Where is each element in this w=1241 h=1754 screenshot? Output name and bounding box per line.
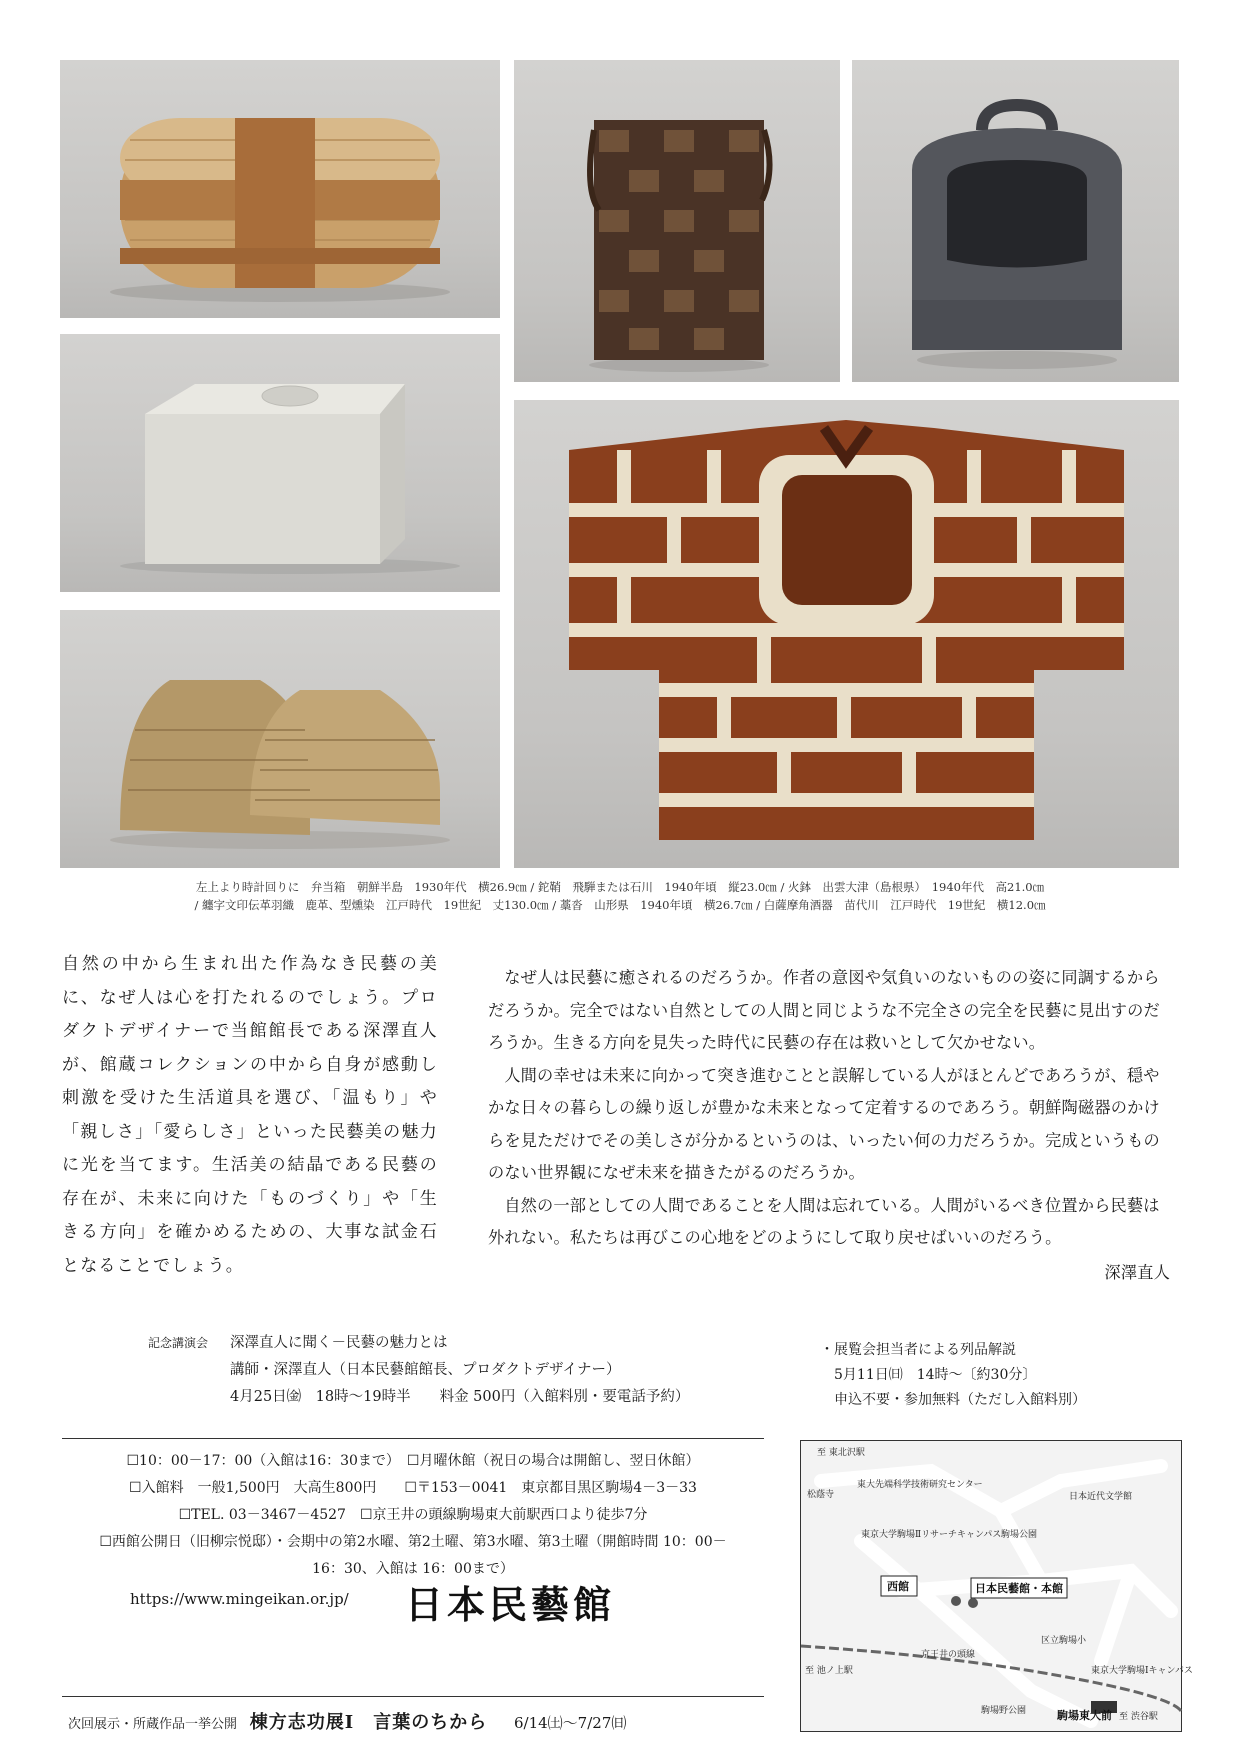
gallery-talk-title: ・展覧会担当者による列品解説	[820, 1342, 1016, 1358]
website-link[interactable]: https://www.mingeikan.or.jp/	[130, 1590, 349, 1608]
gallery-talk-info	[820, 1338, 1086, 1413]
info-west-hall: ☐西館公開日（旧柳宗悦邸）・会期中の第2水曜、第2土曜、第3水曜、第3土曜（開館時間 10：00－	[99, 1534, 727, 1550]
map-label-komaba-school: 区立駒場小	[1041, 1636, 1087, 1646]
map-label-kindai: 日本近代文学館	[1069, 1492, 1133, 1502]
map-label-rcast: 東大先端科学技術研究センター	[857, 1480, 983, 1490]
photo-woven-sheath	[514, 60, 840, 382]
caption-line-2: / 纏字文印伝革羽織 鹿革、型燻染 江戸時代 19世紀 丈130.0㎝ / 藁沓 山形県 1940年頃 横26.7㎝ / 白薩摩角酒器 苗代川 江戸時代 19世紀 横12.0㎝	[194, 898, 1046, 912]
photo-caption	[60, 878, 1180, 914]
intro-text-right	[488, 962, 1170, 1289]
map-label-ikenoue: 至 池ノ上駅	[805, 1666, 853, 1676]
info-top-rule	[62, 1438, 764, 1439]
photo-sake-vessel	[60, 334, 500, 592]
photo-hibachi	[852, 60, 1179, 382]
caption-line-1: 左上より時計回りに 弁当箱 朝鮮半島 1930年代 横26.9㎝ / 鉈鞘 飛騨または石川 1940年頃 縦23.0㎝ / 火鉢 出雲大津（島根県） 1940年代 高21.0㎝	[195, 880, 1045, 894]
map-label-komabano-park: 駒場野公園	[981, 1706, 1027, 1716]
map-label-main-hall: 日本民藝館・本館	[975, 1582, 1063, 1595]
lecture-speaker: 講師・深澤直人（日本民藝館館長、プロダクトデザイナー）	[230, 1362, 621, 1378]
map-label-komaba1: 東京大学駒場Ⅰキャンパス	[1091, 1666, 1193, 1676]
intro-text-left: 自然の中から生まれ出た作為なき民藝の美に、なぜ人は心を打たれるのでしょう。プロダクトデザイナーで当館館長である深澤直人が、館蔵コレクションの中から自身が感動し刺激を受けた生活道具を選び、「温もり」や「親しさ」「愛らしさ」といった民藝美の魅力に光を当てます。生活美の結晶である民藝の存在が、未来に向けた「ものづくり」や「生きる方向」を確かめるための、大事な試金石となることでしょう。	[62, 954, 438, 1276]
lecture-info	[148, 1330, 689, 1411]
map-label-station: 駒場東大前	[1057, 1709, 1112, 1722]
next-title: 棟方志功展Ⅰ 言葉のちから	[249, 1712, 488, 1733]
lecture-tag: 記念講演会	[148, 1336, 209, 1350]
map-label-north: 至 東北沢駅	[817, 1448, 865, 1458]
next-exhibition	[68, 1708, 626, 1734]
next-dates: 6/14㈯～7/27㈰	[514, 1714, 627, 1732]
map-label-keio-line: 京王井の頭線	[921, 1650, 976, 1660]
visitor-info	[62, 1448, 764, 1583]
map-label-shibuya: 至 渋谷駅	[1119, 1712, 1158, 1722]
gallery-talk-note: 申込不要・参加無料（ただし入館料別）	[834, 1392, 1086, 1408]
photo-bento-box	[60, 60, 500, 318]
intro-paragraph-1: なぜ人は民藝に癒されるのだろうか。作者の意図や気負いのないものの姿に同調するからだろうか。完全ではない自然としての人間と同じような不完全さの完全を民藝に見出すのだろうか。生きる方向を見失った時代に民藝の存在は救いとして欠かせない。	[488, 968, 1160, 1052]
gallery-talk-schedule: 5月11日㈰ 14時～〔約30分〕	[834, 1367, 1037, 1383]
lecture-title: 深澤直人に聞く－民藝の魅力とは	[230, 1335, 448, 1351]
next-top-rule	[62, 1696, 764, 1697]
info-fee-address: ☐入館料 一般1,500円 大高生800円 ☐〒153－0041 東京都目黒区駒場4－3－33	[129, 1480, 697, 1496]
intro-paragraph-3: 自然の一部としての人間であることを人間は忘れている。人間がいるべき位置から民藝は外れない。私たちは再びこの心地をどのようにして取り戻せばいいのだろう。	[488, 1195, 1160, 1247]
lecture-schedule: 4月25日㈮ 18時～19時半 料金 500円（入館料別・要電話予約）	[230, 1389, 690, 1405]
access-map	[800, 1440, 1193, 1732]
map-label-komaba-park: 駒場公園	[1001, 1530, 1038, 1540]
map-label-west-hall: 西館	[887, 1580, 909, 1593]
map-label-komaba2: 東京大学駒場Ⅱリサーチキャンパス	[861, 1530, 1002, 1540]
photo-straw-boots	[60, 610, 500, 868]
next-label: 次回展示・所蔵作品一挙公開	[68, 1717, 238, 1732]
museum-logo: 日本民藝館	[405, 1583, 616, 1627]
info-hours: ☐10：00－17：00（入館は16：30まで） ☐月曜休館（祝日の場合は開館し、翌日休館）	[126, 1453, 700, 1469]
map-label-matsukage: 松蔭寺	[807, 1490, 835, 1500]
info-west-hall-cont: 16：30、入館は 16：00まで）	[312, 1561, 514, 1577]
info-tel-access: ☐TEL. 03－3467－4527 ☐京王井の頭線駒場東大前駅西口より徒歩7分	[178, 1507, 648, 1523]
signature: 深澤直人	[1104, 1262, 1170, 1282]
photo-fireman-haori	[514, 400, 1179, 868]
intro-paragraph-2: 人間の幸せは未来に向かって突き進むことと誤解している人がほとんどであろうが、穏やかな日々の暮らしの繰り返しが豊かな未来となって定着するのであろう。朝鮮陶磁器のかけらを見ただけでその美しさが分かるというのは、いったい何の力だろうか。完成というもののない世界観になぜ未来を描きたがるのだろうか。	[488, 1065, 1160, 1182]
